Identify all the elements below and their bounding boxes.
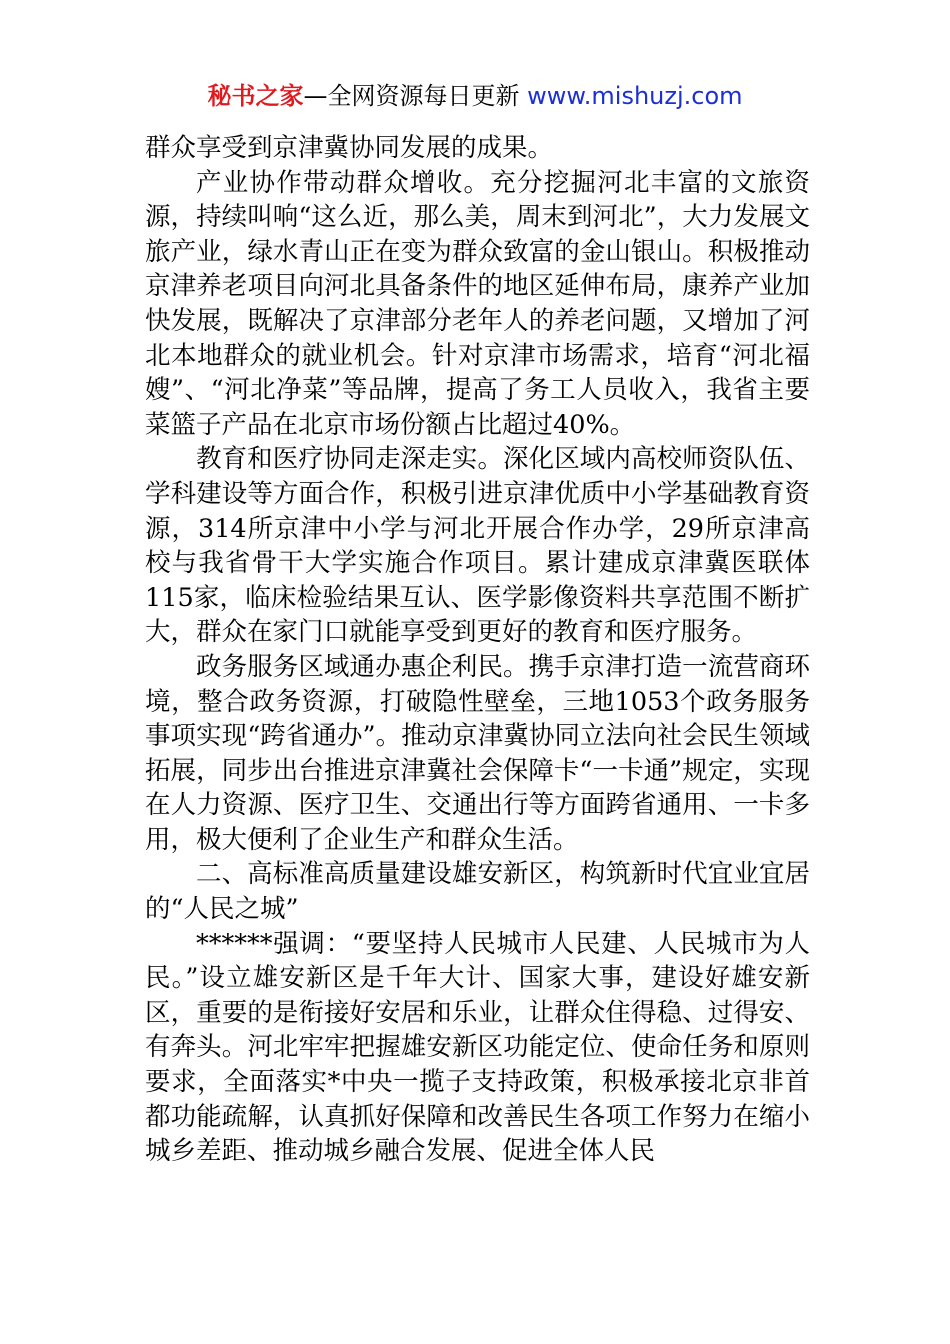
site-tagline: —全网资源每日更新 [303,82,528,110]
paragraph-industry: 产业协作带动群众增收。充分挖掘河北丰富的文旅资源，持续叫响“这么近，那么美，周末到河北”，大力发展文旅产业，绿水青山正在变为群众致富的金山银山。积极推动京津养老项目向河北具备条件的地区延伸布局，康养产业加快发展，既解决了京津部分老年人的养老问题，又增加了河北本地群众的就业机会。针对京津市场需求，培育“河北福嫂”、“河北净菜”等品牌，提高了务工人员收入，我省主要菜篮子产品在北京市场份额占比超过40%。 [145,167,810,440]
section-heading-xiongan: 二、高标准高质量建设雄安新区，构筑新时代宜业宜居的“人民之城” [145,859,810,925]
document-body [145,131,810,1169]
paragraph-continuation: 群众享受到京津冀协同发展的成果。 [145,133,554,163]
site-url[interactable]: www.mishuzj.com [527,82,743,110]
site-header [0,80,950,112]
paragraph-government-services: 政务服务区域通办惠企利民。携手京津打造一流营商环境，整合政务资源，打破隐性壁垒，三地1053个政务服务事项实现“跨省通办”。推动京津冀协同立法向社会民生领域拓展，同步出台推进京津冀社会保障卡“一卡通”规定，实现在人力资源、医疗卫生、交通出行等方面跨省通用、一卡多用，极大便利了企业生产和群众生活。 [145,651,810,855]
paragraph-xiongan: ******强调：“要坚持人民城市人民建、人民城市为人民。”设立雄安新区是千年大计、国家大事，建设好雄安新区，重要的是衔接好安居和乐业，让群众住得稳、过得安、有奔头。河北牢牢把握雄安新区功能定位、使命任务和原则要求，全面落实*中央一揽子支持政策，积极承接北京非首都功能疏解，认真抓好保障和改善民生各项工作努力在缩小城乡差距、推动城乡融合发展、促进全体人民 [145,928,810,1167]
paragraph-education-medical: 教育和医疗协同走深走实。深化区域内高校师资队伍、学科建设等方面合作，积极引进京津优质中小学基础教育资源，314所京津中小学与河北开展合作办学，29所京津高校与我省骨干大学实施合作项目。累计建成京津冀医联体115家，临床检验结果互认、医学影像资料共享范围不断扩大，群众在家门口就能享受到更好的教育和医疗服务。 [145,444,810,648]
site-brand: 秘书之家 [207,82,304,110]
